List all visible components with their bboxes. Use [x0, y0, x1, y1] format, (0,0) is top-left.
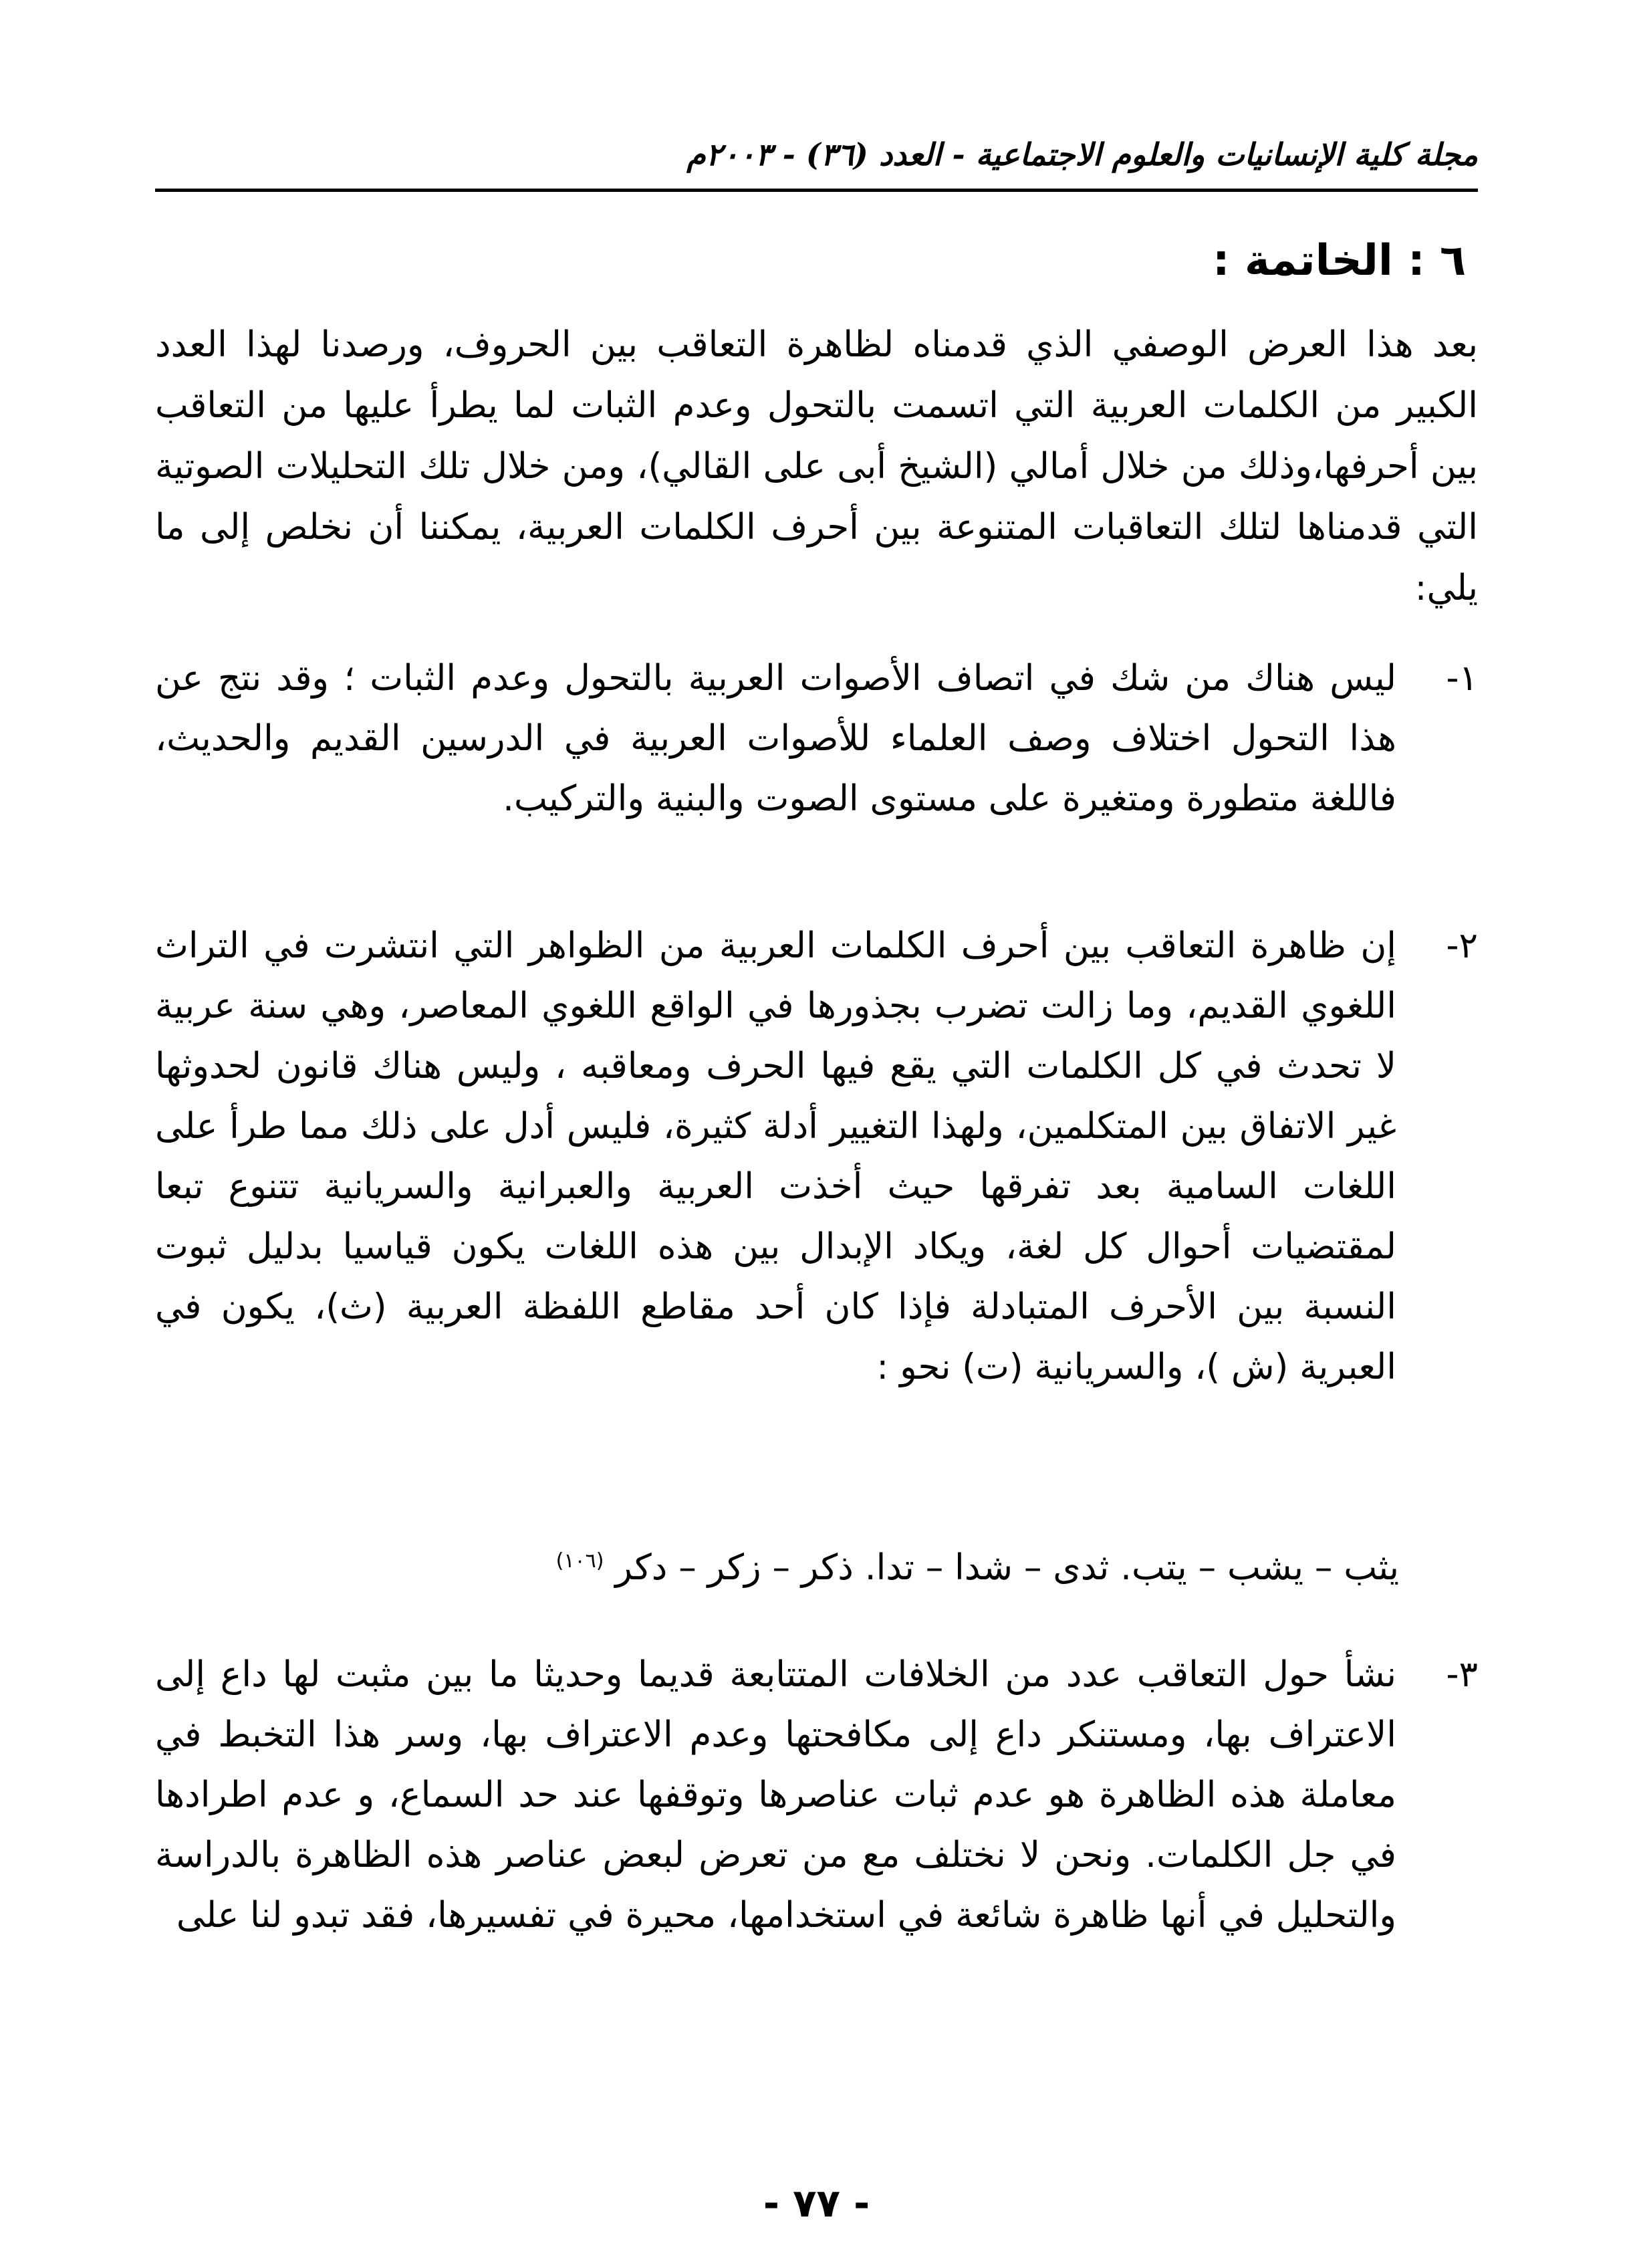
list-item-text: نشأ حول التعاقب عدد من الخلافات المتتابعة قديما وحديثا ما بين مثبت لها داع إلى الاعتراف بها، ومستنكر داع إلى مكافحتها وعدم الاعتراف بها، وسر هذا التخبط في معاملة هذه الظاهرة هو عدم ثبات عناصرها وتوقفها عند حد السماع، و عدم اطرادها في جل الكلمات. ونحن لا نختلف مع من تعرض لبعض عناصر هذه الظاهرة بالدراسة والتحليل في أنها ظاهرة شائعة في استخدامها، محيرة في تفسيرها، فقد تبدو لنا على — [155, 1654, 1396, 1936]
page-number: - ٧٧ - — [763, 2180, 870, 2226]
examples-text: يثب – يشب – يتب. ثدى – شدا – تدا. ذكر – زكر – دكر — [615, 1547, 1399, 1588]
journal-header: مجلة كلية الإنسانيات والعلوم الاجتماعية - العدد (٣٦) - ٢٠٠٣م — [686, 136, 1478, 173]
list-item-number: ١- — [1446, 658, 1478, 699]
list-item — [155, 649, 1478, 829]
section-title: ٦ : الخاتمة : — [1213, 236, 1466, 286]
examples-line — [155, 1538, 1399, 1598]
list-item-text: ليس هناك من شك في اتصاف الأصوات العربية بالتحول وعدم الثبات ؛ وقد نتج عن هذا التحول اختلاف وصف العلماء للأصوات العربية في الدرسين القديم والحديث، فاللغة متطورة ومتغيرة على مستوى الصوت والبنية والتركيب. — [155, 658, 1396, 819]
list-item-text: إن ظاهرة التعاقب بين أحرف الكلمات العربية من الظواهر التي انتشرت في التراث اللغوي القديم، وما زالت تضرب بجذورها في الواقع اللغوي المعاصر، وهي سنة عربية لا تحدث في كل الكلمات التي يقع فيها الحرف ومعاقبه ، وليس هناك قانون لحدوثها غير الاتفاق بين المتكلمين، ولهذا التغيير أدلة كثيرة، فليس أدل على ذلك مما طرأ على اللغات السامية بعد تفرقها حيث أخذت العربية والعبرانية والسريانية تتنوع تبعا لمقتضيات أحوال كل لغة، ويكاد الإبدال بين هذه اللغات يكون قياسيا بدليل ثبوت النسبة بين الأحرف المتبادلة فإذا كان أحد مقاطع اللفظة العربية (ث)، يكون في العبرية (ش )، والسريانية (ت) نحو : — [155, 925, 1396, 1387]
list-item-number: ٢- — [1446, 925, 1478, 966]
list-item — [155, 1645, 1478, 1946]
intro-paragraph: بعد هذا العرض الوصفي الذي قدمناه لظاهرة التعاقب بين الحروف، ورصدنا لهذا العدد الكبير من الكلمات العربية التي اتسمت بالتحول وعدم الثبات لما يطرأ عليها من التعاقب بين أحرفها،وذلك من خلال أمالي (الشيخ أبى على القالي)، ومن خلال تلك التحليلات الصوتية التي قدمناها لتلك التعاقبات المتنوعة بين أحرف الكلمات العربية، يمكننا أن نخلص إلى ما يلي: — [155, 324, 1478, 608]
list-item-number: ٣- — [1446, 1654, 1478, 1695]
list-item — [155, 916, 1478, 1397]
header-divider — [155, 189, 1478, 192]
footnote-reference[interactable]: (١٠٦) — [555, 1549, 604, 1573]
